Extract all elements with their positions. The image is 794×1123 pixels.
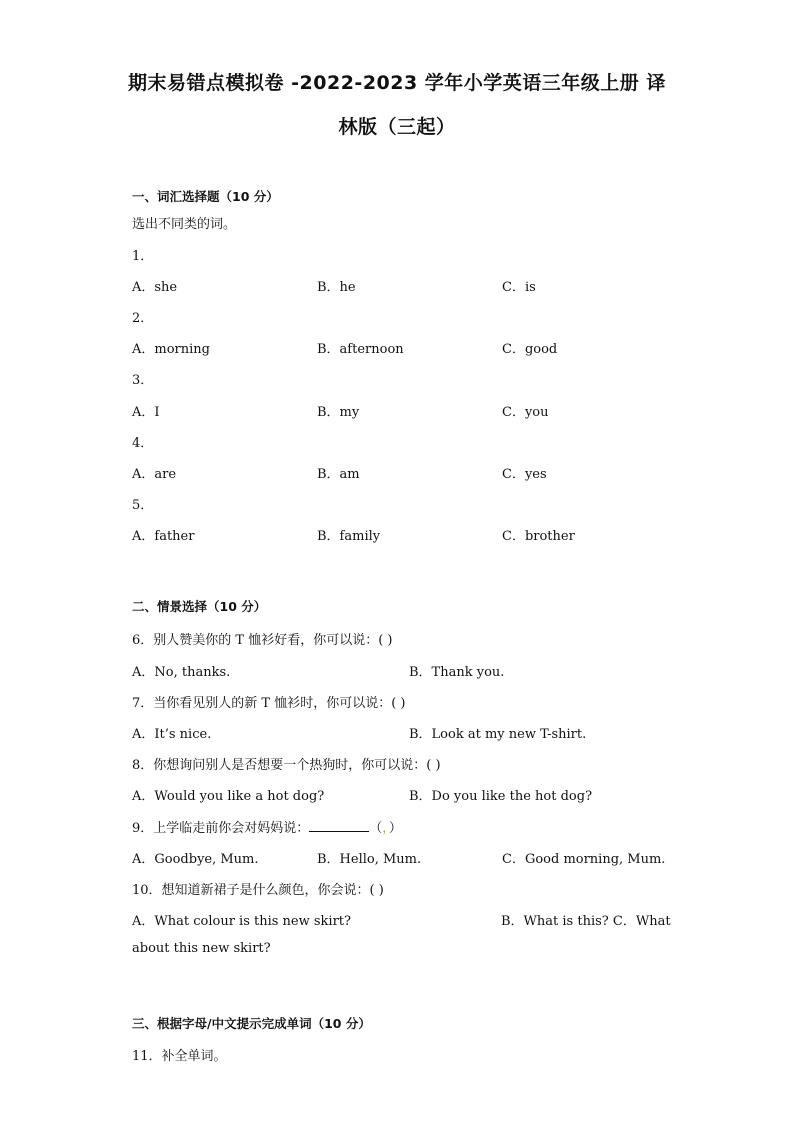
- document-title-line2: 林版（三起）: [338, 116, 456, 138]
- section2-heading: 二、情景选择（10 分）: [132, 599, 267, 614]
- option-a: A．morning: [132, 342, 210, 357]
- question-stem: 7．当你看见别人的新 T 恤衫时，你可以说：( ): [132, 696, 406, 711]
- option-a: A．What colour is this new skirt?: [132, 914, 352, 929]
- option-b: B．Do you like the hot dog?: [409, 789, 593, 804]
- option-b: B．Look at my new T-shirt.: [409, 727, 587, 742]
- question-number: 3．: [132, 373, 154, 388]
- section1-instruction: 选出不同类的词。: [132, 217, 237, 232]
- option-a: A．father: [132, 529, 195, 544]
- option-b: B．he: [317, 280, 356, 295]
- option-a: A．I: [132, 405, 160, 420]
- question-number: 1．: [132, 249, 154, 264]
- option-b: B．Thank you.: [409, 665, 505, 680]
- paren-open: （: [369, 821, 383, 836]
- question-stem: 10．想知道新裙子是什么颜色，你会说：( ): [132, 883, 384, 898]
- answer-blank: [309, 819, 369, 832]
- section1-heading: 一、词汇选择题（10 分）: [132, 189, 279, 204]
- option-c: C．is: [502, 280, 536, 295]
- option-b: B．my: [317, 405, 360, 420]
- question-stem: 11．补全单词。: [132, 1049, 227, 1064]
- option-a: A．are: [132, 467, 177, 482]
- option-c-continuation: about this new skirt?: [132, 941, 271, 956]
- option-c: C．good: [502, 342, 558, 357]
- option-b: B．Hello, Mum.: [317, 852, 422, 867]
- option-a: A．It’s nice.: [132, 727, 212, 742]
- option-a: A．Would you like a hot dog?: [132, 789, 325, 804]
- option-bc: B．What is this? C．What: [501, 914, 671, 929]
- option-a: A．Goodbye, Mum.: [132, 852, 259, 867]
- dot-mark: ，: [382, 821, 389, 836]
- question-number: 4．: [132, 436, 154, 451]
- option-a: A．she: [132, 280, 178, 295]
- document-title-line1: 期末易错点模拟卷 -2022-2023 学年小学英语三年级上册 译: [128, 72, 666, 94]
- option-b: B．family: [317, 529, 381, 544]
- option-a: A．No, thanks.: [132, 665, 231, 680]
- option-c: C．brother: [502, 529, 575, 544]
- question-number: 2．: [132, 311, 154, 326]
- question-stem-text: 9．上学临走前你会对妈妈说：: [132, 821, 310, 836]
- option-c: C．Good morning, Mum.: [502, 852, 666, 867]
- option-b: B．afternoon: [317, 342, 404, 357]
- option-c: C．yes: [502, 467, 547, 482]
- option-b: B．am: [317, 467, 360, 482]
- question-stem: 8．你想询问别人是否想要一个热狗时，你可以说：( ): [132, 758, 441, 773]
- paren-close: ）: [388, 821, 402, 836]
- option-c: C．you: [502, 405, 549, 420]
- question-stem: 6．别人赞美你的 T 恤衫好看，你可以说：( ): [132, 633, 393, 648]
- question-number: 5．: [132, 498, 154, 513]
- question-stem: [132, 817, 402, 836]
- section3-heading: 三、根据字母/中文提示完成单词（10 分）: [132, 1016, 371, 1031]
